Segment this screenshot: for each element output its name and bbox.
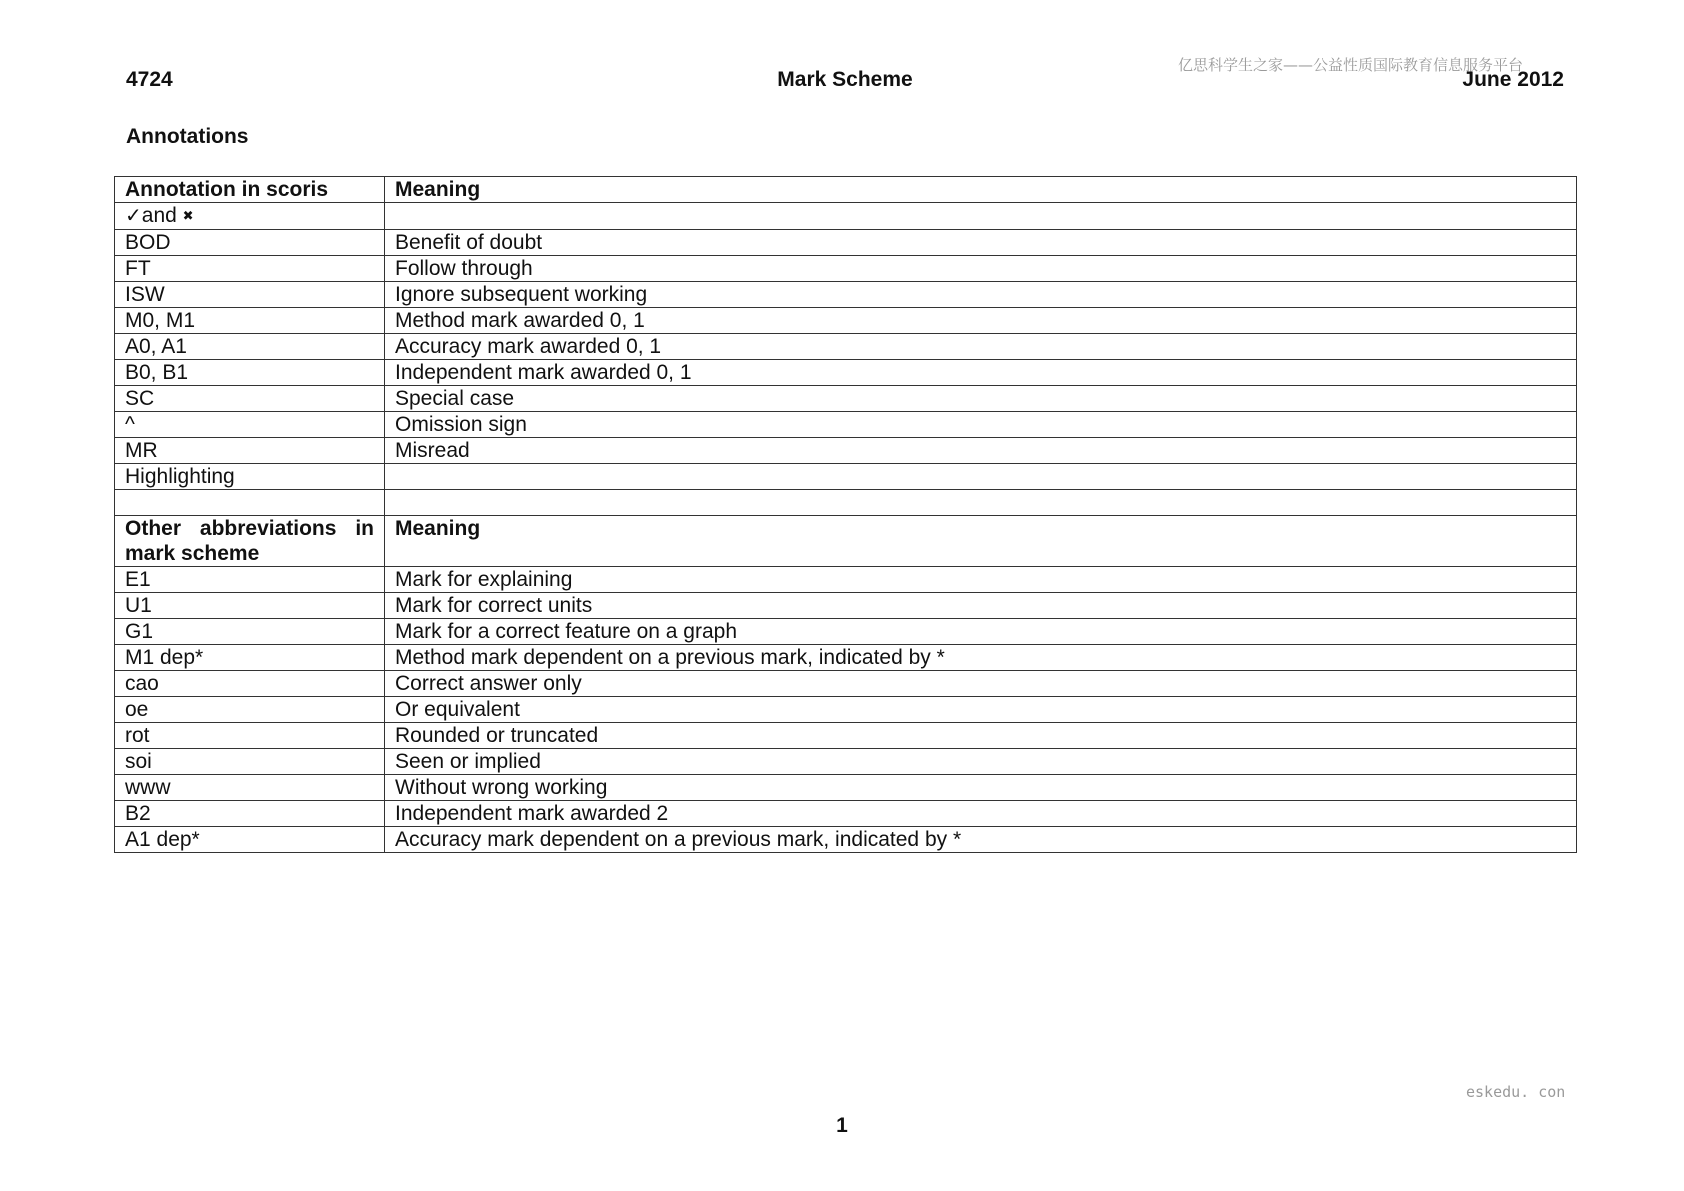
code-cell: soi — [115, 749, 385, 775]
meaning-cell: Omission sign — [385, 412, 1577, 438]
table-row — [115, 256, 1577, 282]
blank-cell — [115, 490, 385, 516]
table-header-row — [115, 177, 1577, 203]
watermark-top: 亿思科学生之家——公益性质国际教育信息服务平台 — [1178, 56, 1524, 74]
meaning-cell: Mark for explaining — [385, 567, 1577, 593]
meaning-cell: Benefit of doubt — [385, 230, 1577, 256]
table-row — [115, 697, 1577, 723]
meaning-cell — [385, 464, 1577, 490]
code-cell: www — [115, 775, 385, 801]
table-row — [115, 203, 1577, 230]
header-annotation-cell: Annotation in scoris — [115, 177, 385, 203]
code-cell: cao — [115, 671, 385, 697]
table-row — [115, 386, 1577, 412]
table-row — [115, 567, 1577, 593]
table-row — [115, 412, 1577, 438]
meaning-cell: Mark for correct units — [385, 593, 1577, 619]
tick-cross-label: and — [141, 204, 177, 227]
meaning-cell: Without wrong working — [385, 775, 1577, 801]
tick-icon: ✓ — [125, 205, 142, 227]
code-cell: oe — [115, 697, 385, 723]
code-cell: E1 — [115, 567, 385, 593]
document-title: Mark Scheme — [777, 68, 913, 91]
code-cell: ^ — [115, 412, 385, 438]
code-cell: FT — [115, 256, 385, 282]
meaning-cell: Independent mark awarded 0, 1 — [385, 360, 1577, 386]
table-row — [115, 801, 1577, 827]
meaning-cell: Independent mark awarded 2 — [385, 801, 1577, 827]
table-row — [115, 360, 1577, 386]
code-cell: Highlighting — [115, 464, 385, 490]
blank-cell — [385, 490, 1577, 516]
code-cell: MR — [115, 438, 385, 464]
code-cell: ISW — [115, 282, 385, 308]
meaning-cell: Rounded or truncated — [385, 723, 1577, 749]
table-header-row — [115, 516, 1577, 567]
page-header — [126, 68, 1564, 98]
table-row — [115, 464, 1577, 490]
table-row — [115, 749, 1577, 775]
code-cell: B2 — [115, 801, 385, 827]
meaning-cell: Accuracy mark dependent on a previous mark, indicated by * — [385, 827, 1577, 853]
code-cell: rot — [115, 723, 385, 749]
table-row — [115, 334, 1577, 360]
table-row — [115, 308, 1577, 334]
meaning-cell: Method mark dependent on a previous mark, indicated by * — [385, 645, 1577, 671]
code-cell: U1 — [115, 593, 385, 619]
annotations-table — [114, 176, 1577, 853]
meaning-cell: Seen or implied — [385, 749, 1577, 775]
table-row — [115, 230, 1577, 256]
header-abbreviation-cell: Other abbreviations in mark scheme — [115, 516, 385, 567]
code-cell: SC — [115, 386, 385, 412]
blank-row — [115, 490, 1577, 516]
section-heading: Annotations — [126, 125, 249, 148]
header-meaning-cell: Meaning — [385, 177, 1577, 203]
table-row — [115, 827, 1577, 853]
meaning-cell: Or equivalent — [385, 697, 1577, 723]
table-row — [115, 645, 1577, 671]
table-row — [115, 593, 1577, 619]
meaning-cell: Ignore subsequent working — [385, 282, 1577, 308]
code-cell: G1 — [115, 619, 385, 645]
table-row — [115, 438, 1577, 464]
table-row — [115, 619, 1577, 645]
code-cell: A0, A1 — [115, 334, 385, 360]
header-meaning-cell: Meaning — [385, 516, 1577, 567]
cross-icon: ✖ — [182, 208, 194, 223]
code-cell: M0, M1 — [115, 308, 385, 334]
meaning-cell: Mark for a correct feature on a graph — [385, 619, 1577, 645]
table-row — [115, 671, 1577, 697]
meaning-cell: Special case — [385, 386, 1577, 412]
table-row — [115, 775, 1577, 801]
annotations-table-body — [115, 177, 1577, 853]
table-row — [115, 723, 1577, 749]
exam-date: June 2012 — [1462, 68, 1564, 91]
watermark-bottom: eskedu. con — [1466, 1083, 1566, 1101]
code-cell: M1 dep* — [115, 645, 385, 671]
meaning-cell — [385, 203, 1577, 230]
meaning-cell: Accuracy mark awarded 0, 1 — [385, 334, 1577, 360]
code-cell: A1 dep* — [115, 827, 385, 853]
table-row — [115, 282, 1577, 308]
page-number: 1 — [836, 1114, 848, 1137]
tick-cross-cell — [115, 203, 385, 230]
code-cell: B0, B1 — [115, 360, 385, 386]
meaning-cell: Method mark awarded 0, 1 — [385, 308, 1577, 334]
code-cell: BOD — [115, 230, 385, 256]
paper-code: 4724 — [126, 68, 173, 91]
meaning-cell: Follow through — [385, 256, 1577, 282]
meaning-cell: Misread — [385, 438, 1577, 464]
meaning-cell: Correct answer only — [385, 671, 1577, 697]
